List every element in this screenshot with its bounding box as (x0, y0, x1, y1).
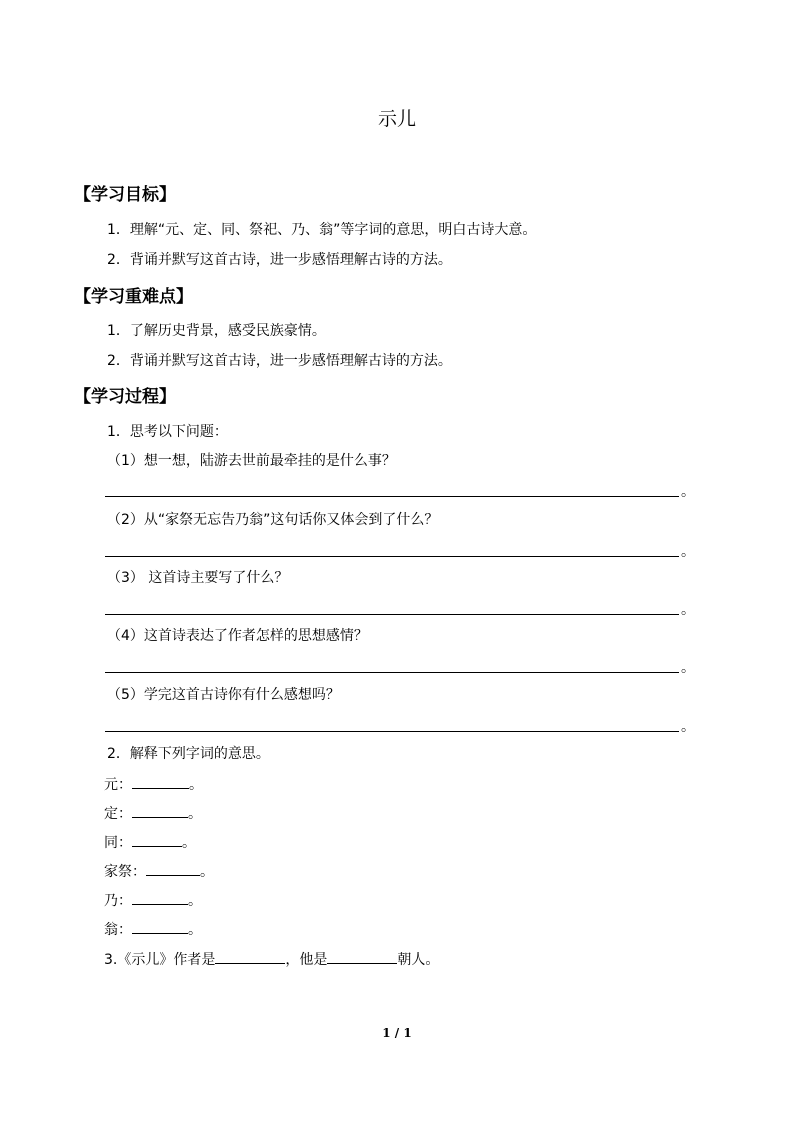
key-point-item-2: 2．背诵并默写这首古诗，进一步感悟理解古诗的方法。 (107, 353, 452, 369)
word-label: 同： (104, 835, 132, 851)
answer-line-1[interactable] (105, 496, 679, 497)
word-blank[interactable] (132, 775, 189, 789)
page-title: 示儿 (377, 108, 416, 130)
question-1-5: （5）学完这首古诗你有什么感想吗？ (107, 687, 340, 703)
dynasty-blank[interactable] (327, 950, 397, 964)
key-point-item-1: 1．了解历史背景，感受民族豪情。 (107, 323, 326, 339)
answer-line-2[interactable] (105, 556, 679, 557)
word-row-6 (104, 920, 202, 939)
question-1-title: 1．思考以下问题： (107, 424, 228, 440)
page-number: 1 / 1 (382, 1026, 412, 1040)
q3-text-3: 朝人。 (397, 952, 440, 968)
answer-period-1: 。 (681, 484, 695, 500)
answer-line-4[interactable] (105, 672, 679, 673)
answer-line-3[interactable] (105, 614, 679, 615)
word-period: 。 (200, 864, 214, 880)
word-row-4 (104, 862, 214, 881)
word-label: 乃： (104, 893, 132, 909)
word-period: 。 (188, 922, 202, 938)
answer-period-5: 。 (681, 719, 695, 735)
word-row-1 (104, 775, 203, 794)
word-label: 定： (104, 806, 132, 822)
word-period: 。 (188, 806, 202, 822)
word-label: 元： (104, 777, 132, 793)
objectives-heading: 【学习目标】 (74, 185, 176, 205)
objective-item-2: 2．背诵并默写这首古诗，进一步感悟理解古诗的方法。 (107, 252, 452, 268)
process-heading: 【学习过程】 (74, 387, 176, 407)
word-period: 。 (182, 835, 196, 851)
question-1-4: （4）这首诗表达了作者怎样的思想感情？ (107, 628, 368, 644)
question-1-2: （2）从“家祭无忘告乃翁”这句话你又体会到了什么？ (107, 512, 439, 528)
word-row-3 (104, 833, 196, 852)
word-row-2 (104, 804, 202, 823)
author-blank[interactable] (215, 950, 285, 964)
key-points-heading: 【学习重难点】 (74, 287, 193, 307)
word-period: 。 (189, 777, 203, 793)
answer-line-5[interactable] (105, 731, 679, 732)
objective-item-1: 1．理解“元、定、同、祭祀、乃、翁”等字词的意思，明白古诗大意。 (107, 222, 537, 238)
answer-period-2: 。 (681, 544, 695, 560)
answer-period-4: 。 (681, 660, 695, 676)
word-label: 家祭： (104, 864, 146, 880)
question-1-1: （1）想一想，陆游去世前最牵挂的是什么事？ (107, 453, 396, 469)
word-blank[interactable] (132, 891, 188, 905)
word-blank[interactable] (146, 862, 200, 876)
answer-period-3: 。 (681, 602, 695, 618)
question-3 (104, 950, 439, 969)
word-row-5 (104, 891, 202, 910)
q3-text-1: 3.《示儿》作者是 (104, 952, 216, 968)
word-blank[interactable] (132, 833, 182, 847)
word-blank[interactable] (132, 804, 188, 818)
word-period: 。 (188, 893, 202, 909)
q3-text-2: ，他是 (285, 952, 328, 968)
word-blank[interactable] (132, 920, 188, 934)
question-2-title: 2．解释下列字词的意思。 (107, 746, 270, 762)
word-label: 翁： (104, 922, 132, 938)
question-1-3: （3） 这首诗主要写了什么？ (107, 570, 289, 586)
